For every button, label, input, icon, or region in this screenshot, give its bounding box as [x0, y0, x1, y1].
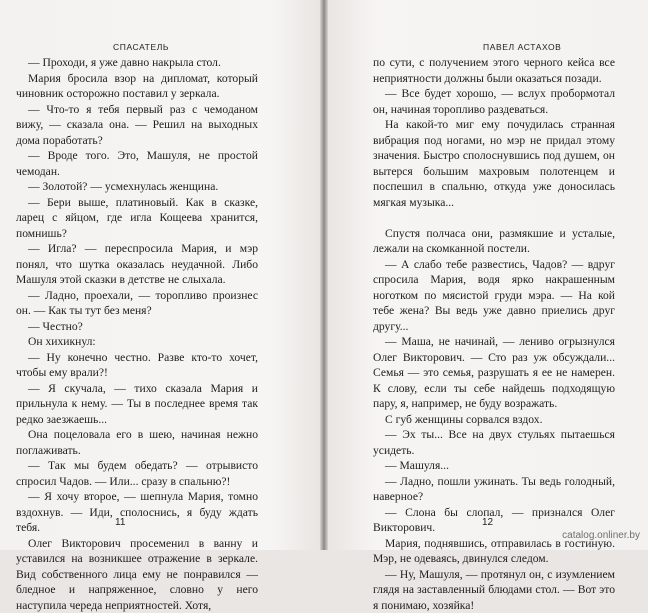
- paragraph: Спустя полчаса они, размякшие и усталые, лежали на скомканной постели.: [373, 226, 615, 257]
- paragraph: — Машуля...: [373, 458, 615, 474]
- book-gutter: [320, 0, 328, 550]
- paragraph: — Ладно, проехали, — торопливо произнес он. — Как ты тут без меня?: [16, 288, 258, 319]
- paragraph: — Ну, Машуля, — протянул он, с изумлением глядя на заставленный блюдами стол. — Вот это я понимаю, хозяйка!: [373, 567, 615, 613]
- right-page-number: 12: [482, 517, 493, 528]
- source-watermark: catalog.onliner.by: [562, 530, 640, 541]
- paragraph: — Слона бы слопал, — признался Олег Викторович.: [373, 505, 615, 536]
- right-running-header: ПАВЕЛ АСТАХОВ: [483, 42, 561, 52]
- paragraph: — Золотой? — усмехнулась женщина.: [16, 179, 258, 195]
- paragraph: — Так мы будем обедать? — отрывисто спросил Чадов. — Или... сразу в спальню?!: [16, 458, 258, 489]
- left-page: [0, 0, 320, 550]
- right-page: [328, 0, 648, 550]
- paragraph: — Маша, не начинай, — лениво огрызнулся Олег Викторович. — Сто раз уж обсуждали... Семья — это семья, разрушать я ее не намерен. К слову, если ты себе найдешь подходящую пару, я, например, не буду возражать.: [373, 334, 615, 412]
- paragraph: — Я скучала, — тихо сказала Мария и прильнула к нему. — Ты в последнее время так редко заезжаешь...: [16, 381, 258, 428]
- paragraph: — Ну конечно честно. Разве кто-то хочет, чтобы ему врали?!: [16, 350, 258, 381]
- paragraph: — Честно?: [16, 319, 258, 335]
- paragraph: — Эх ты... Все на двух стульях пытаешься усидеть.: [373, 427, 615, 458]
- paragraph: — Я хочу второе, — шепнула Мария, томно вздохнув. — Иди, сполоснись, я буду ждать тебя.: [16, 489, 258, 536]
- paragraph: С губ женщины сорвался вздох.: [373, 412, 615, 428]
- left-page-number: 11: [115, 517, 125, 528]
- paragraph: — Проходи, я уже давно накрыла стол.: [16, 55, 258, 71]
- paragraph: Мария, поднявшись, отправилась в гостиную. Мэр, не одеваясь, двинулся следом.: [373, 536, 615, 567]
- paragraph: — Все будет хорошо, — вслух пробормотал он, начиная торопливо раздеваться.: [373, 86, 615, 117]
- paragraph: — А слабо тебе развестись, Чадов? — вдруг спросила Мария, водя ярко накрашенным ноготком по мясистой груди мэра. — На кой тебе жена? Вы ведь уже давно приелись друг другу...: [373, 257, 615, 335]
- paragraph: На какой-то миг ему почудилась странная вибрация под ногами, но мэр не придал этому значения. Быстро сполоснувшись под душем, он вытерся большим махровым полотенцем и поспешил в спальню, откуда уже доносилась мягкая музыка...: [373, 117, 615, 210]
- paragraph: — Что-то я тебя первый раз с чемоданом вижу, — сказала она. — Решил на выходных дома поработать?: [16, 102, 258, 149]
- paragraph: — Игла? — переспросила Мария, и мэр понял, что шутка оказалась неудачной. Либо Машуля этой сказки в детстве не слыхала.: [16, 241, 258, 288]
- paragraph: по сути, с получением этого черного кейса все неприятности должны были оказаться позади.: [373, 55, 615, 86]
- paragraph: Олег Викторович просеменил в ванну и уставился на возникшее отражение в зеркале. Вид собственного лица ему не понравился — бледное и напряженное, словно у него наступила череда неприятностей. Хотя,: [16, 536, 258, 613]
- paragraph: Она поцеловала его в шею, начиная нежно поглаживать.: [16, 427, 258, 458]
- paragraph: Мария бросила взор на дипломат, который чиновник осторожно поставил у зеркала.: [16, 71, 258, 102]
- paragraph: — Вроде того. Это, Машуля, не простой чемодан.: [16, 148, 258, 179]
- left-page-text: [16, 55, 258, 613]
- paragraph: — Ладно, пошли ужинать. Ты ведь голодный, наверное?: [373, 474, 615, 505]
- paragraph: — Бери выше, платиновый. Как в сказке, ларец с яйцом, где игла Кощеева хранится, помнишь?: [16, 195, 258, 242]
- left-running-header: СПАСАТЕЛЬ: [113, 42, 169, 52]
- paragraph: Он хихикнул:: [16, 334, 258, 350]
